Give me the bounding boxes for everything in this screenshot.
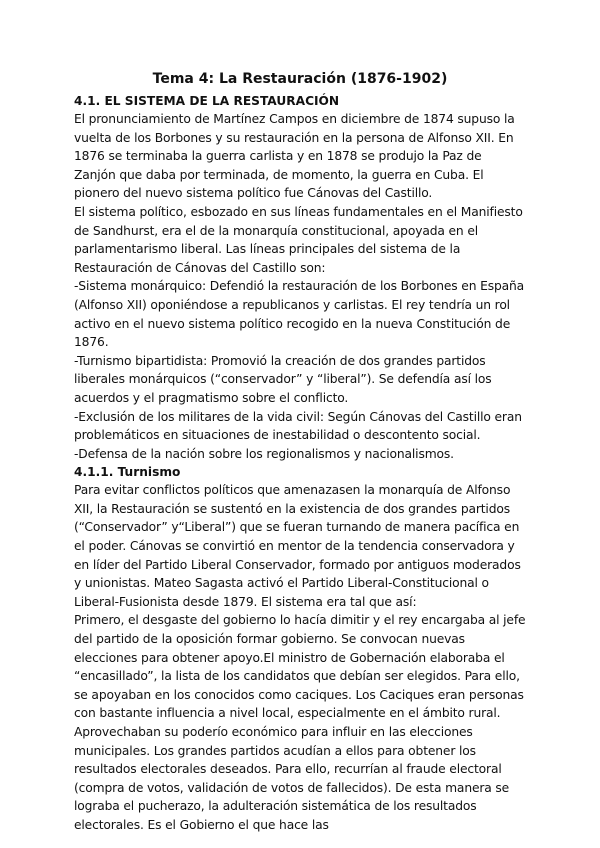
paragraph: Para evitar conflictos políticos que amenazasen la monarquía de Alfonso XII, la Restauración se sustentó en la existencia de dos grandes partidos (“Conservador” y“Liberal”) que se fueran turnando de manera pacífica en el poder. Cánovas se convirtió en mentor de la tendencia conservadora y en líder del Partido Liberal Conservador, formado por antiguos moderados y unionistas. Mateo Sagasta activó el Partido Liberal-Constitucional o Liberal-Fusionista desde 1879. El sistema era tal que así: — [74, 483, 521, 609]
page-title: Tema 4: La Restauración (1876-1902) — [152, 71, 448, 87]
paragraph: El pronunciamiento de Martínez Campos en diciembre de 1874 supuso la vuelta de los Borbones y su restauración en la persona de Alfonso XII. En 1876 se terminaba la guerra carlista y en 1878 se produjo la Paz de Zanjón que daba por terminada, de momento, la guerra en Cuba. El pionero del nuevo sistema político fue Cánovas del Castillo. — [74, 112, 515, 201]
section-heading: 4.1. EL SISTEMA DE LA RESTAURACIÓN — [74, 94, 340, 108]
paragraph: Primero, el desgaste del gobierno lo hacía dimitir y el rey encargaba al jefe del partido de la oposición formar gobierno. Se convocan nuevas elecciones para obtener apoyo.El ministro de Gobernación elaboraba el “encasillado”, la lista de los candidatos que debían ser elegidos. Para ello, se apoyaban en los conocidos como caciques. Los Caciques eran personas con bastante influencia a nivel local, especialmente en el ámbito rural. Aprovechaban su poderío económico para influir en las elecciones municipales. Los grandes partidos acudían a ellos para obtener los resultados electorales deseados. Para ello, recurrían al fraude electoral (compra de votos, validación de votos de fallecidos). De esta manera se lograba el pucherazo, la adulteración sistemática de los resultados electorales. Es el Gobierno el que hace las — [74, 613, 526, 832]
subsection-heading: 4.1.1. Turnismo — [74, 465, 181, 480]
paragraph: El sistema político, esbozado en sus líneas fundamentales en el Manifiesto de Sandhurst, era el de la monarquía constitucional, apoyada en el parlamentarismo liberal. Las líneas principales del sistema de la Restauración de Cánovas del Castillo son: — [74, 204, 523, 275]
list-item: -Exclusión de los militares de la vida civil: Según Cánovas del Castillo eran problemáticos en situaciones de inestabilidad o descontento social. — [74, 409, 522, 443]
list-item: -Turnismo bipartidista: Promovió la creación de dos grandes partidos liberales monárquicos (“conservador” y “liberal”). Se defendía así los acuerdos y el pragmatismo sobre el conflicto. — [74, 353, 492, 405]
list-item: -Defensa de la nación sobre los regionalismos y nacionalismos. — [74, 446, 454, 461]
list-item: -Sistema monárquico: Defendió la restauración de los Borbones en España (Alfonso XII) oponiéndose a republicanos y carlistas. El rey tendría un rol activo en el nuevo sistema político recogido en la nueva Constitución de 1876. — [74, 279, 525, 350]
